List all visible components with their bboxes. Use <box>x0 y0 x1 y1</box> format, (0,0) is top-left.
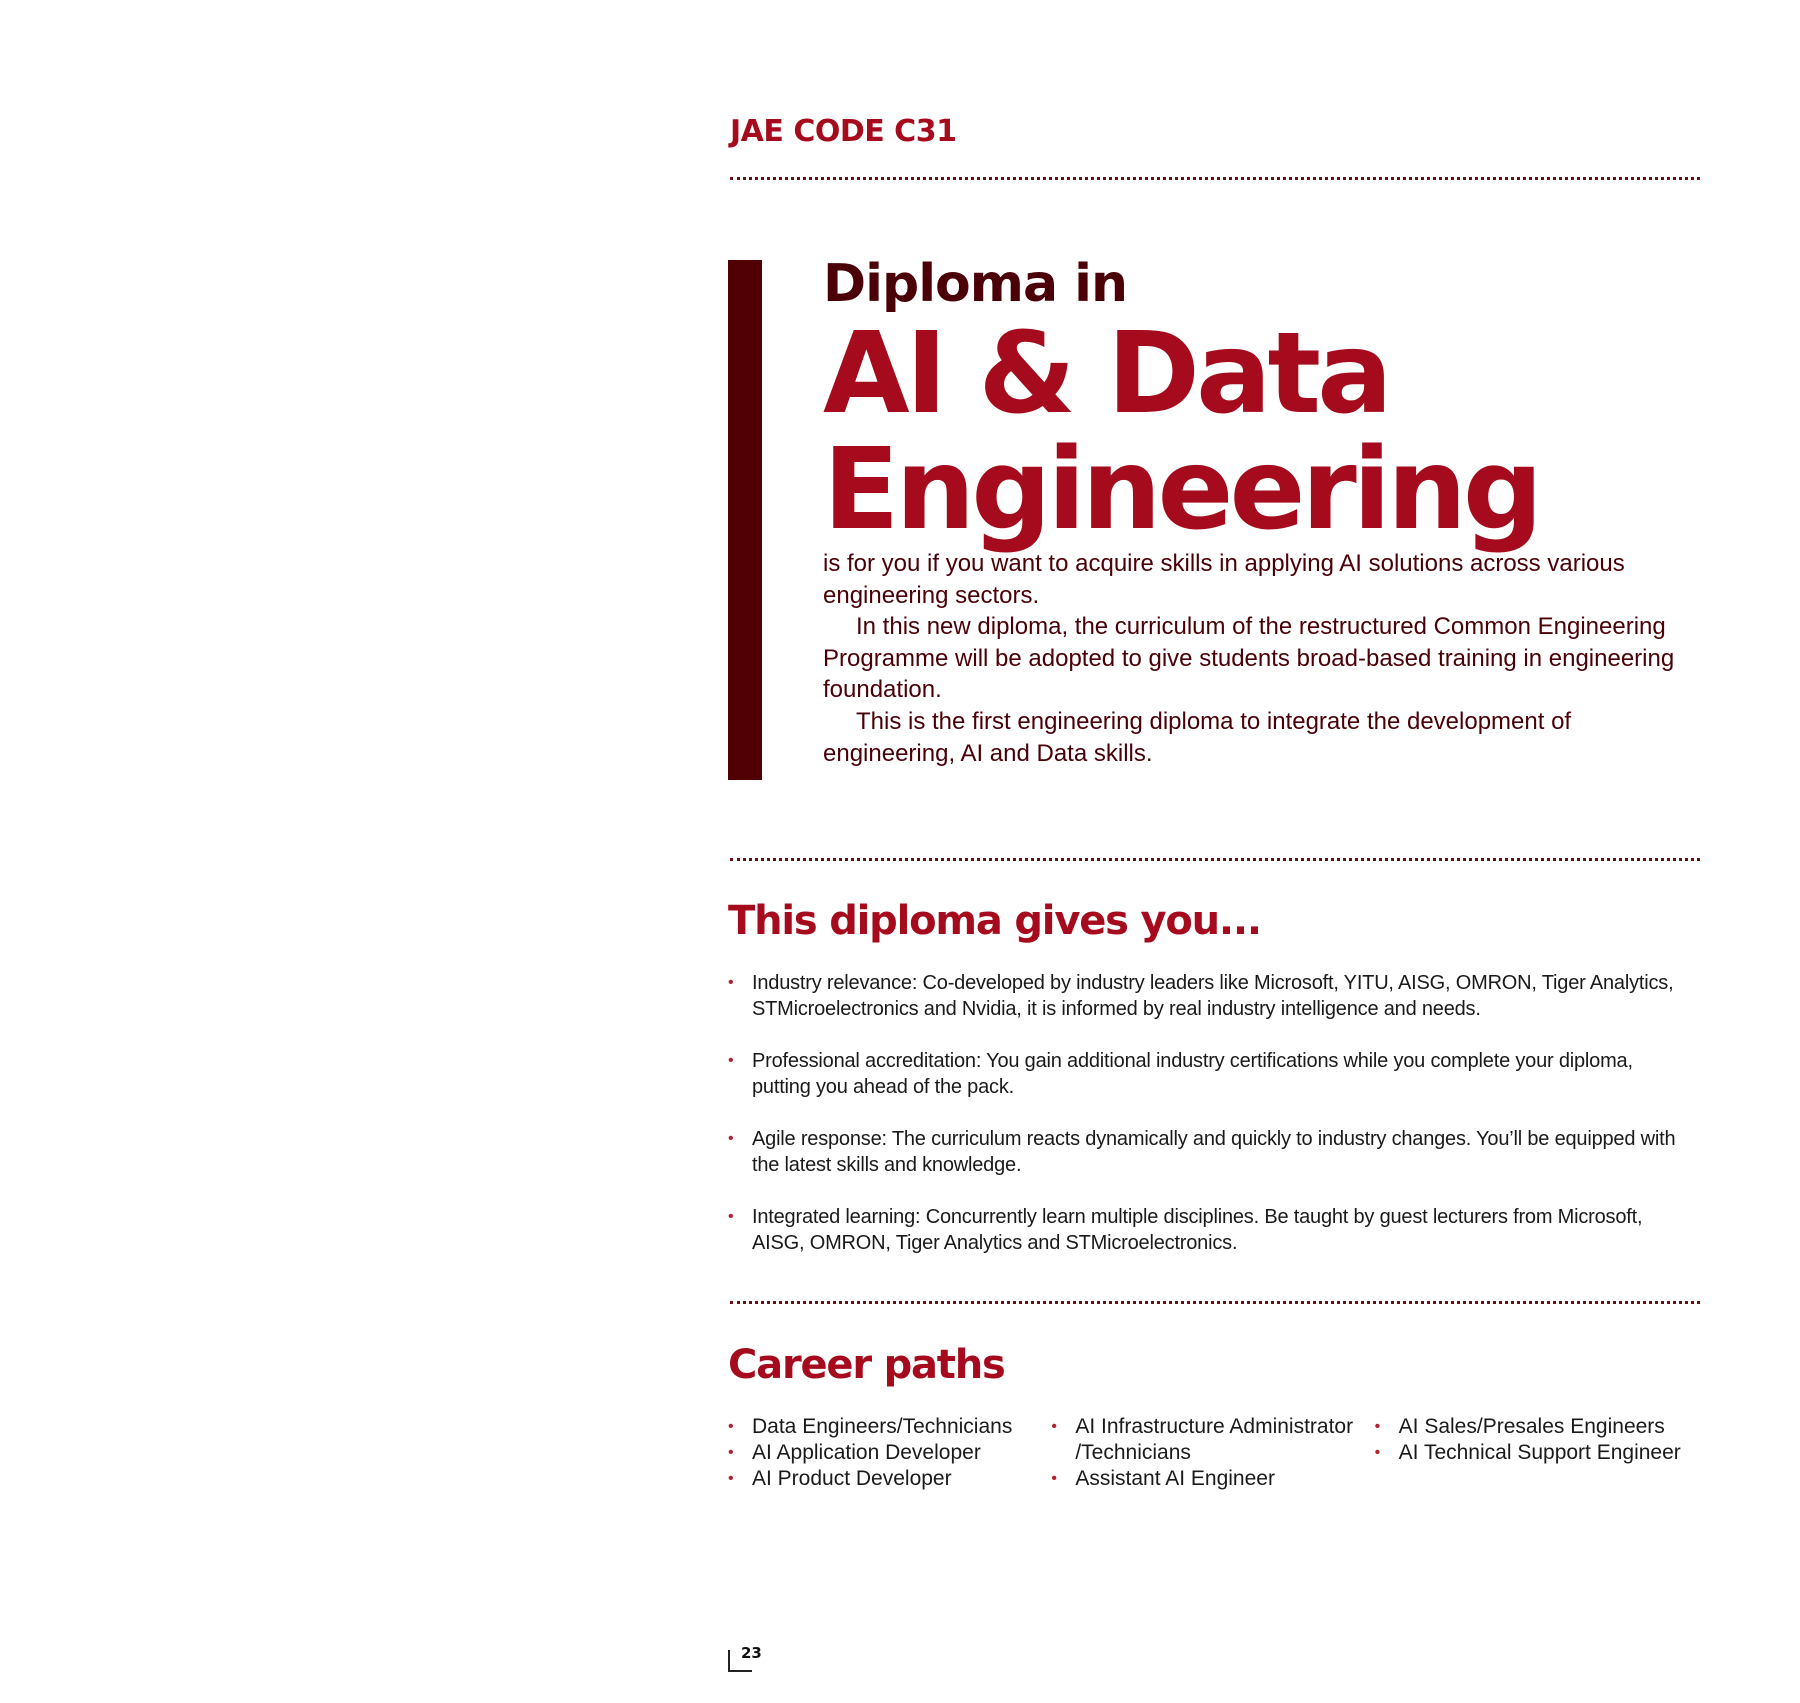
list-item-text: Integrated learning: Concurrently learn multiple disciplines. Be taught by guest lecturers from Microsoft, AISG, OMRON, Tiger Analytics and STMicroelectronics. <box>752 1206 1643 1254</box>
career-heading: Career paths <box>728 1342 1005 1388</box>
career-item: • AI Product Developer <box>728 1467 952 1490</box>
bullet-icon: • <box>1374 1418 1381 1435</box>
jae-code: JAE CODE C31 <box>730 114 957 149</box>
career-item: • AI Sales/Presales Engineers <box>1374 1415 1665 1438</box>
list-item <box>728 1048 1693 1100</box>
career-column-1 <box>728 1414 1051 1492</box>
benefits-heading: This diploma gives you... <box>728 898 1261 944</box>
intro-paragraph: is for you if you want to acquire skills in applying AI solutions across various engineering sectors. <box>823 550 1625 609</box>
career-paths <box>728 1414 1698 1492</box>
page-number-text: 23 <box>741 1644 762 1662</box>
career-item: • Data Engineers/Technicians <box>728 1415 1013 1438</box>
bullet-icon: • <box>728 1130 734 1147</box>
intro-paragraph: This is the first engineering diploma to integrate the development of engineering, AI and Data skills. <box>823 707 1572 767</box>
bullet-icon: • <box>728 1470 734 1487</box>
list-item-text: Industry relevance: Co-developed by industry leaders like Microsoft, YITU, AISG, OMRON, Tiger Analytics, STMicroelectronics and Nvidia, it is informed by real industry intelligence and needs. <box>752 972 1674 1020</box>
career-item: • Assistant AI Engineer <box>1051 1467 1275 1490</box>
bullet-icon: • <box>728 1444 734 1461</box>
career-item: • AI Application Developer <box>728 1441 981 1464</box>
list-item-text: Professional accreditation: You gain additional industry certifications while you complete your diploma, putting you ahead of the pack. <box>752 1050 1633 1098</box>
top-divider <box>730 177 1700 180</box>
career-item: • AI Technical Support Engineer <box>1374 1441 1681 1464</box>
bullet-icon: • <box>728 974 734 991</box>
bullet-icon: • <box>728 1052 734 1069</box>
title-prefix: Diploma in <box>823 254 1127 314</box>
career-column-3 <box>1375 1414 1698 1492</box>
title-line-2: Engineering <box>823 425 1539 555</box>
bullet-icon: • <box>1051 1418 1057 1435</box>
benefits-list <box>728 970 1693 1282</box>
accent-bar <box>728 260 762 780</box>
bullet-icon: • <box>728 1208 734 1225</box>
section-divider <box>730 1301 1700 1304</box>
section-divider <box>730 858 1700 861</box>
diploma-title <box>823 252 1703 555</box>
list-item <box>728 1204 1693 1256</box>
list-item <box>728 970 1693 1022</box>
page-number <box>728 1644 762 1672</box>
intro-paragraph: In this new diploma, the curriculum of the restructured Common Engineering Programme will be adopted to give students broad-based training in engineering foundation. <box>823 613 1675 704</box>
list-item-text: Agile response: The curriculum reacts dynamically and quickly to industry changes. You’ll be equipped with the latest skills and knowledge. <box>752 1128 1676 1176</box>
intro-section <box>823 252 1703 769</box>
bullet-icon: • <box>728 1418 734 1435</box>
career-item: • AI Infrastructure Administrator /Technicians <box>1051 1415 1354 1464</box>
list-item <box>728 1126 1693 1178</box>
career-column-2 <box>1051 1414 1374 1492</box>
title-line-1: AI & Data <box>823 309 1389 439</box>
bullet-icon: • <box>1051 1470 1057 1487</box>
bullet-icon: • <box>1374 1444 1381 1461</box>
